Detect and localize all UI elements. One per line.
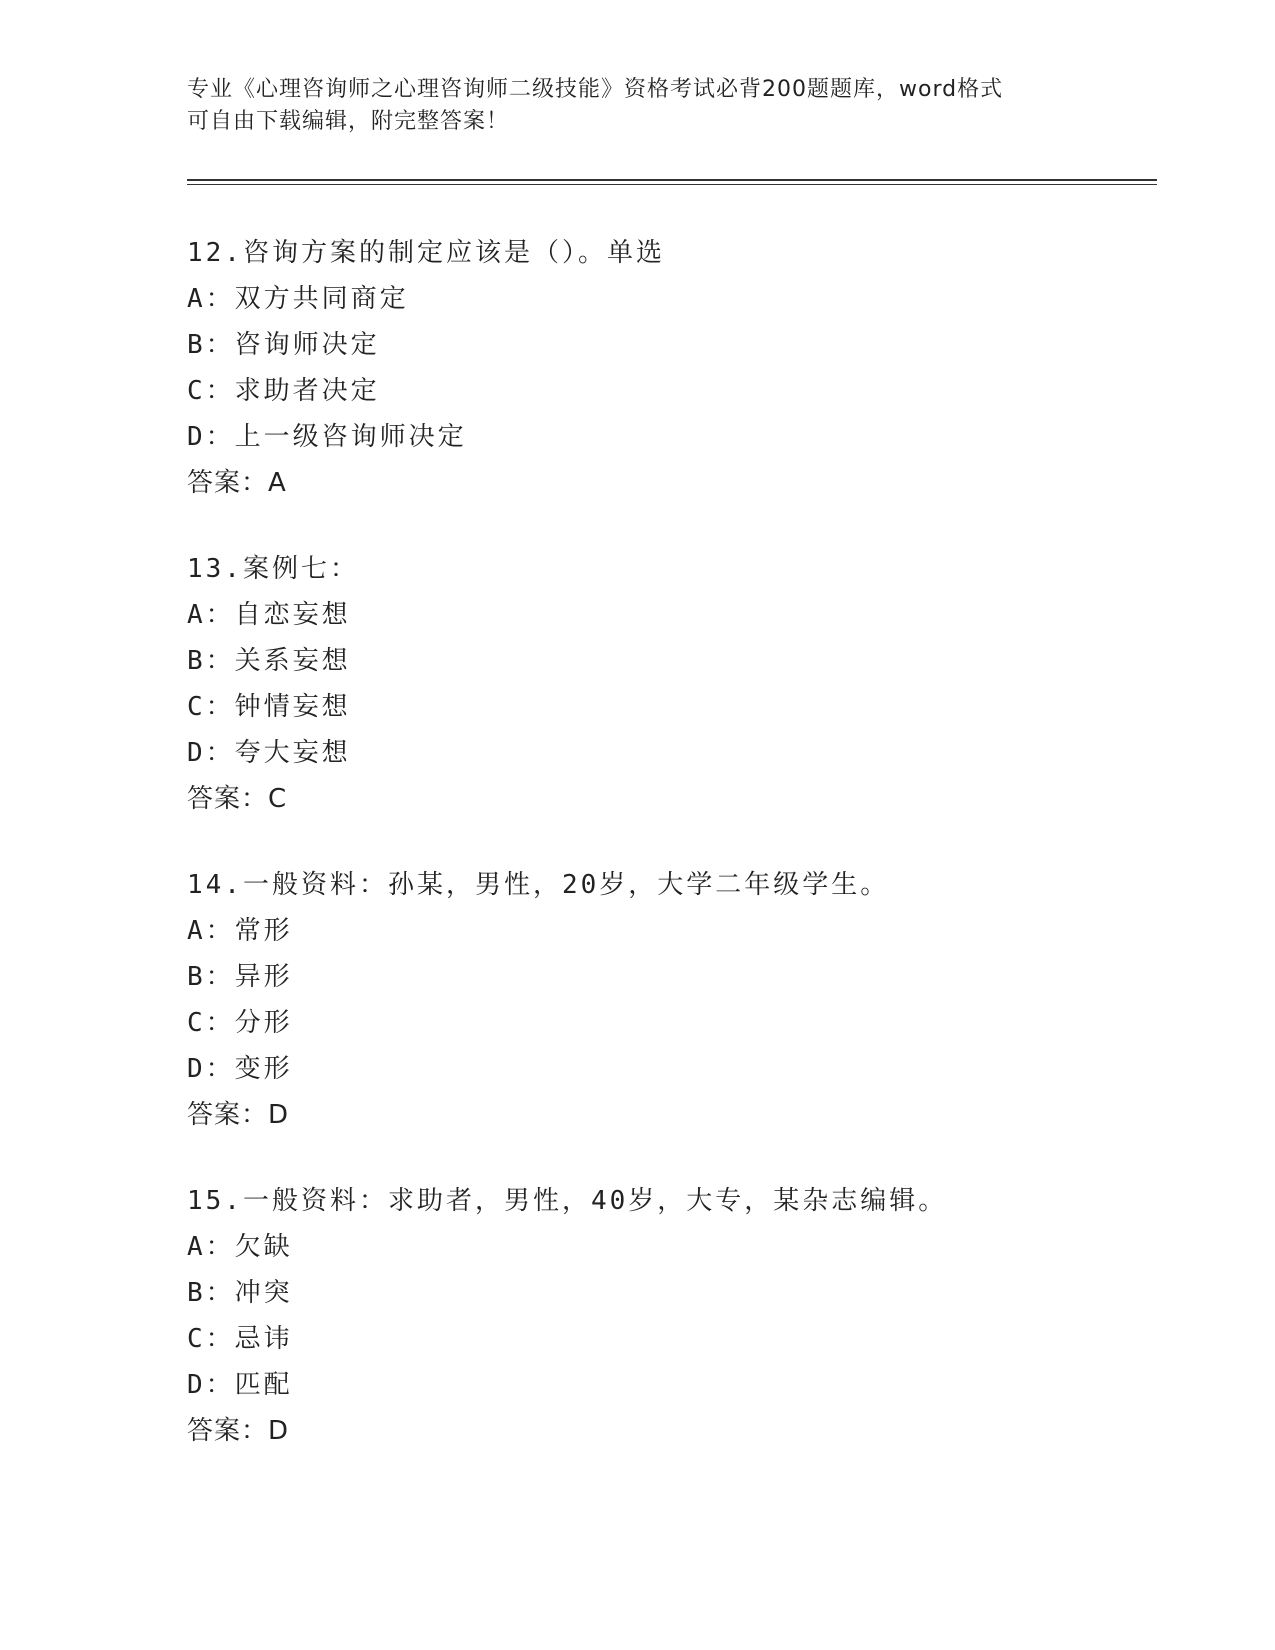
option-c: C：钟情妄想 (187, 692, 351, 722)
question-15 (187, 1178, 1127, 1454)
header-divider-thin (187, 184, 1157, 185)
option-b: B：咨询师决定 (187, 330, 380, 360)
option-a: A：自恋妄想 (187, 600, 351, 630)
header-line-1: 专业《心理咨询师之心理咨询师二级技能》资格考试必背200题题库，word格式 (187, 77, 1004, 102)
answer: 答案：D (187, 1416, 290, 1446)
option-c: C：求助者决定 (187, 376, 380, 406)
option-d: D：变形 (187, 1054, 293, 1084)
question-stem: 13.案例七： (187, 554, 359, 584)
question-12 (187, 230, 1127, 506)
option-b: B：关系妄想 (187, 646, 351, 676)
document-header (187, 74, 1067, 138)
question-14 (187, 862, 1127, 1138)
question-stem: 14.一般资料：孙某，男性，20岁，大学二年级学生。 (187, 870, 890, 900)
question-stem: 15.一般资料：求助者，男性，40岁，大专，某杂志编辑。 (187, 1186, 948, 1216)
answer: 答案：A (187, 468, 287, 498)
option-a: A：欠缺 (187, 1232, 293, 1262)
question-stem: 12.咨询方案的制定应该是（）。单选 (187, 238, 665, 268)
header-divider-thick (187, 179, 1157, 181)
answer: 答案：D (187, 1100, 290, 1130)
option-d: D：匹配 (187, 1370, 293, 1400)
header-line-2: 可自由下载编辑，附完整答案！ (187, 109, 510, 134)
option-a: A：双方共同商定 (187, 284, 409, 314)
option-d: D：夸大妄想 (187, 738, 351, 768)
option-b: B：冲突 (187, 1278, 293, 1308)
option-d: D：上一级咨询师决定 (187, 422, 467, 452)
option-c: C：忌讳 (187, 1324, 293, 1354)
question-13 (187, 546, 1127, 822)
option-b: B：异形 (187, 962, 293, 992)
answer: 答案：C (187, 784, 288, 814)
option-a: A：常形 (187, 916, 293, 946)
option-c: C：分形 (187, 1008, 293, 1038)
